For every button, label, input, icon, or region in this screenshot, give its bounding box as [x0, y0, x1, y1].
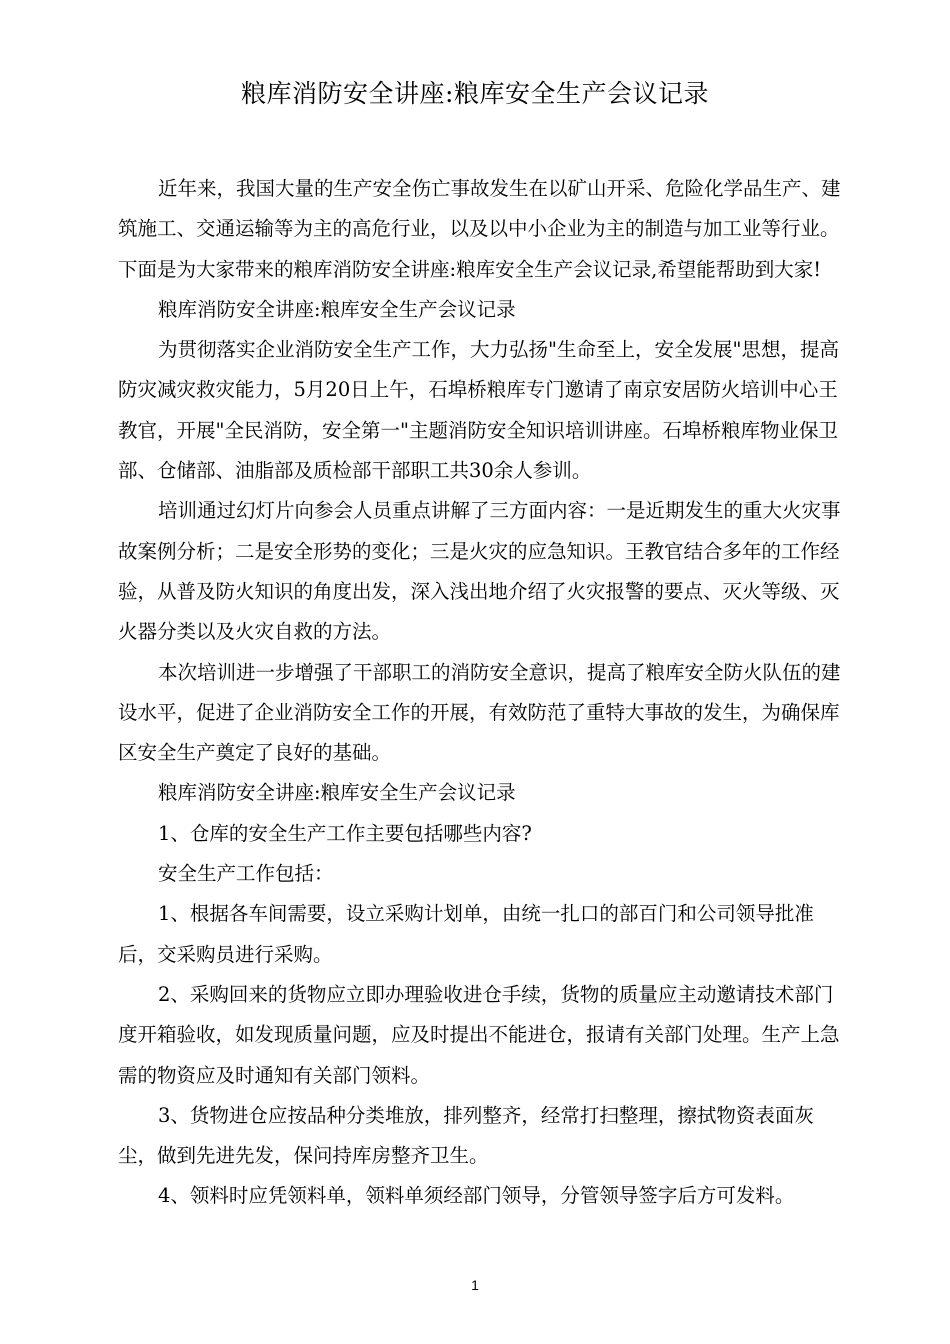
- paragraph-training-result: 本次培训进一步增强了干部职工的消防安全意识，提高了粮库安全防火队伍的建设水平，促进了企业消防安全工作的开展，有效防范了重特大事故的发生，为确保库区安全生产奠定了良好的基础。: [118, 660, 841, 765]
- paragraph-training-event: 为贯彻落实企业消防安全生产工作，大力弘扬"生命至上，安全发展"思想，提高防灾减灾救灾能力，5月20日上午，石埠桥粮库专门邀请了南京安居防火培训中心王教官，开展"全民消防，安全第一"主题消防安全知识培训讲座。石埠桥粮库物业保卫部、仓储部、油脂部及质检部干部职工共30余人参训。: [118, 338, 839, 483]
- paragraph-subtitle-1: 粮库消防安全讲座:粮库安全生产会议记录: [158, 297, 516, 321]
- document-title: 粮库消防安全讲座:粮库安全生产会议记录: [241, 79, 709, 108]
- paragraph-item-1: 1、根据各车间需要，设立采购计划单，由统一扎口的部百门和公司领导批准后，交采购员进行采购。: [118, 902, 814, 966]
- page-number: 1: [471, 1277, 479, 1293]
- document-body: [118, 169, 844, 1217]
- paragraph-subtitle-2: 粮库消防安全讲座:粮库安全生产会议记录: [158, 781, 516, 805]
- paragraph-item-2: 2、采购回来的货物应立即办理验收进仓手续，货物的质量应主动邀请技术部门度开箱验收，如发现质量问题，应及时提出不能进仓，报请有关部门处理。生产上急需的物资应及时通知有关部门领料。: [118, 982, 840, 1087]
- paragraph-answer-heading: 安全生产工作包括：: [158, 862, 334, 886]
- paragraph-question-1: 1、仓库的安全生产工作主要包括哪些内容?: [158, 821, 532, 845]
- paragraph-training-content: 培训通过幻灯片向参会人员重点讲解了三方面内容：一是近期发生的重大火灾事故案例分析；二是安全形势的变化；三是火灾的应急知识。王教官结合多年的工作经验，从普及防火知识的角度出发，深入浅出地介绍了火灾报警的要点、灭火等级、灭火器分类以及火灾自救的方法。: [118, 499, 841, 644]
- paragraph-intro: 近年来，我国大量的生产安全伤亡事故发生在以矿山开采、危险化学品生产、建筑施工、交通运输等为主的高危行业，以及以中小企业为主的制造与加工业等行业。下面是为大家带来的粮库消防安全讲座:粮库安全生产会议记录,希望能帮助到大家!: [118, 177, 841, 281]
- paragraph-item-4: 4、领料时应凭领料单，领料单须经部门领导，分管领导签字后方可发料。: [158, 1184, 795, 1208]
- paragraph-item-3: 3、货物进仓应按品种分类堆放，排列整齐，经常打扫整理，擦拭物资表面灰尘，做到先进先发，保问持库房整齐卫生。: [118, 1103, 814, 1168]
